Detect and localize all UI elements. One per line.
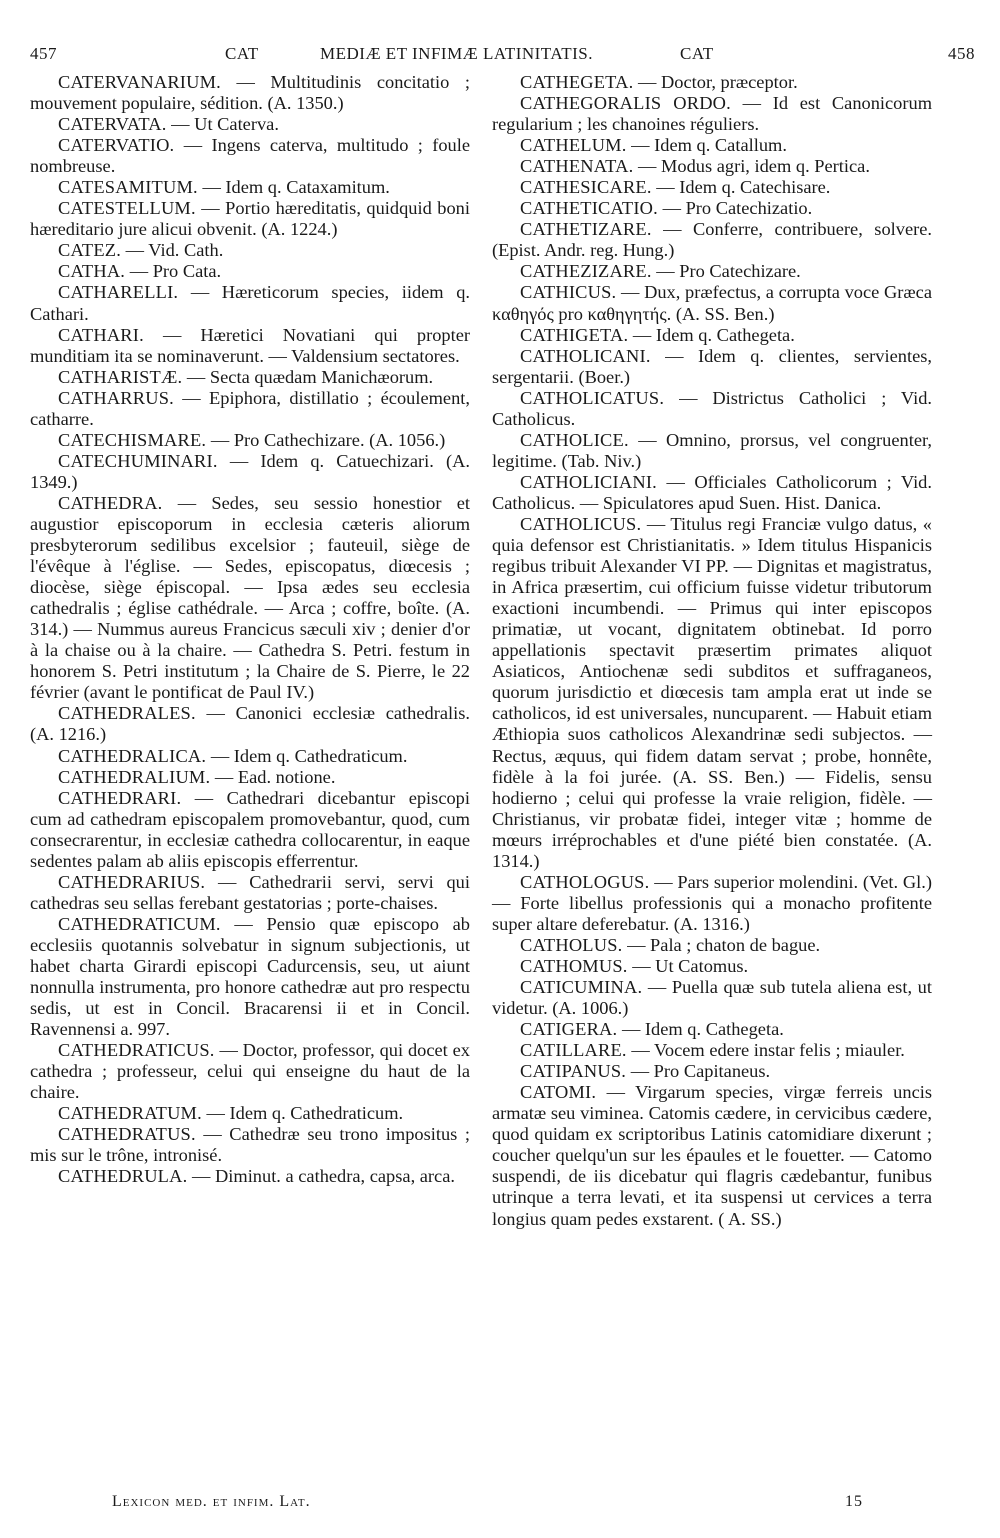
entry-headword: CATERVATIO. <box>58 135 175 156</box>
entry-headword: CATEZ. <box>58 240 122 261</box>
entry-definition: — Districtus Catholici ; Vid. Catholicus. <box>492 387 932 429</box>
right-page-number: 458 <box>948 44 975 63</box>
entry-headword: CATHOLICUS. <box>520 513 642 534</box>
entry-definition: — Officiales Catholicorum ; Vid. Catholicus. — Spiculatores apud Suen. Hist. Danica. <box>492 471 932 513</box>
left-page-number: 457 <box>30 44 57 63</box>
entry-definition: — Doctor, præceptor. <box>638 72 798 92</box>
dictionary-entry <box>492 514 932 872</box>
entry-headword: CATERVANARIUM. <box>58 72 221 92</box>
entry-definition: — Pro Cathechizare. (A. 1056.) <box>210 429 446 450</box>
dictionary-entry <box>30 767 470 788</box>
entry-headword: CATHETICATIO. <box>520 198 658 219</box>
entry-definition: — Pensio quæ episcopo ab ecclesiis quotannis solvebatur in signum subjectionis, ut habet charta Girardi episcopi Cadurcensis, seu, ut aiunt nonnulla instrumenta, pro honore cathedræ aut pro respectu sedis, ut est in Concil. Bracarensi ii et in Concil. Ravennensi a. 997. <box>30 913 470 1040</box>
dictionary-entry <box>30 872 470 914</box>
entry-headword: CATHOMUS. <box>520 955 628 976</box>
dictionary-entry <box>30 325 470 367</box>
entry-definition: — Multitudinis concitatio ; mouvement populaire, sédition. (A. 1350.) <box>30 72 470 114</box>
entry-definition: — Vid. Cath. <box>125 240 224 261</box>
entry-definition: — Pro Catechizare. <box>656 261 801 282</box>
entry-definition: — Ut Caterva. <box>171 114 279 135</box>
entry-definition: — Ead. notione. <box>214 766 336 787</box>
entry-definition: — Idem q. Cathedraticum. <box>206 1103 404 1124</box>
entry-headword: CATHOLUS. <box>520 934 623 955</box>
entry-headword: CATECHUMINARI. <box>58 450 218 471</box>
entry-headword: CATHETIZARE. <box>520 219 652 240</box>
dictionary-entry <box>30 703 470 745</box>
entry-headword: CATHESICARE. <box>520 177 652 198</box>
page-footer <box>30 1493 975 1517</box>
entry-headword: CATERVATA. <box>58 114 167 135</box>
dictionary-entry <box>492 346 932 388</box>
entry-definition: — Ut Catomus. <box>632 955 749 976</box>
dictionary-entry <box>492 156 932 177</box>
entry-headword: CATHEDRATICUS. <box>58 1040 215 1061</box>
entry-headword: CATHEDRATICUM. <box>58 913 221 934</box>
entry-headword: CATHOLICIANI. <box>520 471 657 492</box>
dictionary-entry <box>492 219 932 261</box>
entry-headword: CATHARISTÆ. <box>58 366 183 387</box>
entry-definition: — Epiphora, distillatio ; écoulement, catharre. <box>30 387 470 429</box>
entry-headword: CATHOLICANI. <box>520 345 651 366</box>
dictionary-entry <box>492 430 932 472</box>
dictionary-entry <box>30 261 470 282</box>
dictionary-entry <box>492 977 932 1019</box>
dictionary-entry <box>492 1082 932 1229</box>
dictionary-entry <box>492 956 932 977</box>
entry-headword: CATICUMINA. <box>520 977 643 998</box>
entry-headword: CATHEDRATUM. <box>58 1103 202 1124</box>
running-title: MEDIÆ ET INFIMÆ LATINITATIS. <box>320 44 593 63</box>
entry-definition: — Idem q. Catallum. <box>631 135 787 156</box>
entry-headword: CATHEDRARIUS. <box>58 871 206 892</box>
dictionary-entry <box>30 177 470 198</box>
entry-definition: — Diminut. a cathedra, capsa, arca. <box>192 1166 455 1187</box>
dictionary-entry <box>492 872 932 935</box>
dictionary-entry <box>492 198 932 219</box>
entry-headword: CATHEGORALIS ORDO. <box>520 93 731 114</box>
right-column <box>492 72 932 1230</box>
dictionary-entry <box>30 282 470 324</box>
entry-definition: — Hæretici Novatiani qui propter munditiam ita se nominaverunt. — Valdensium sectatores. <box>30 324 470 366</box>
entry-headword: CATHEDRA. <box>58 492 163 513</box>
dictionary-entry <box>30 493 470 703</box>
dictionary-entry <box>492 93 932 135</box>
dictionary-entry <box>492 325 932 346</box>
entry-definition: — Secta quædam Manichæorum. <box>186 366 434 387</box>
entry-headword: CATHARI. <box>58 324 144 345</box>
entry-headword: CATHELUM. <box>520 135 627 156</box>
dictionary-entry <box>30 367 470 388</box>
dictionary-entry <box>30 198 470 240</box>
entry-definition: — Idem q. Cathegeta. <box>621 1019 784 1040</box>
entry-definition: — Pro Capitaneus. <box>630 1061 771 1082</box>
entry-headword: CATHARELLI. <box>58 282 179 303</box>
dictionary-entry <box>30 135 470 177</box>
dictionary-entry <box>30 451 470 493</box>
entry-headword: CATHEDRALES. <box>58 703 196 724</box>
entry-headword: CATHOLICATUS. <box>520 387 665 408</box>
entry-headword: CATECHISMARE. <box>58 429 207 450</box>
entry-definition: — Dux, præfectus, a corrupta voce Græca καθηγός pro καθηγητής. (A. SS. Ben.) <box>492 282 932 324</box>
entry-headword: CATHEGETA. <box>520 72 634 92</box>
entry-definition: — Idem q. Cathedraticum. <box>210 745 408 766</box>
dictionary-entry <box>30 1166 470 1187</box>
entry-definition: — Idem q. Cathegeta. <box>632 324 795 345</box>
entry-headword: CATIPANUS. <box>520 1061 627 1082</box>
entry-definition: — Portio hæreditatis, quidquid boni hæreditario jure alicui obvenit. (A. 1224.) <box>30 198 470 240</box>
dictionary-entry <box>30 746 470 767</box>
entry-headword: CATHENATA. <box>520 156 634 177</box>
entry-definition: — Titulus regi Franciæ vulgo datus, « quia defensor est Christianitatis. » Idem titulus Hispanicis regibus tribuit Alexander VI PP. — Dignitas et magistratus, in Africa præsertim, cui officium fuisse videtur tributorum exactioni incumbendi. — Primus qui inter episcopos primatiæ, ut vocant, dignitatem obtinebat. Id porro appellationis spectavit præsertim primates aliquot Asiaticos, Antiochenæ sedi subditos et suffraganeos, quorum jurisdictio et diœcesis tam ampla erat ut inde se catholicos, id est universales, nuncuparent. — Habuit etiam Æthiopia suos catholicos Alexandrinæ sedi subjectos. — Rectus, æquus, qui fidem datam servat ; probe, honnête, fidèle à la foi jurée. (A. SS. Ben.) — Fidelis, sensu hodierno ; celui qui professe la vraie religion, fidèle. — Christianus, vir probatæ fidei, integer vitæ ; homme de mœurs irréprochables et d'une piété bien constatée. (A. 1314.) <box>492 513 932 871</box>
dictionary-entry <box>492 135 932 156</box>
entry-headword: CATHEDRARI. <box>58 787 182 808</box>
entry-definition: — Pars superior molendini. (Vet. Gl.) — Forte libellus professionis qui a monacho profitente super altare deferebatur. (A. 1316.) <box>492 871 932 934</box>
entry-definition: — Cathedrarii servi, servi qui cathedras seu sellas ferebant gestatorias ; porte-chaises. <box>30 871 470 913</box>
entry-headword: CATHA. <box>58 261 126 282</box>
entry-headword: CATIGERA. <box>520 1019 618 1040</box>
entry-definition: — Ingens caterva, multitudo ; foule nombreuse. <box>30 135 470 177</box>
entry-headword: CATHEDRALIUM. <box>58 766 211 787</box>
entry-definition: — Hæreticorum species, iidem q. Cathari. <box>30 282 470 324</box>
running-header <box>30 44 975 68</box>
dictionary-entry <box>30 72 470 114</box>
dictionary-entry <box>492 282 932 324</box>
entry-definition: — Omnino, prorsus, vel congruenter, legitime. (Tab. Niv.) <box>492 429 932 471</box>
dictionary-entry <box>30 388 470 430</box>
entry-definition: — Cathedræ seu trono impositus ; mis sur le trône, intronisé. <box>30 1124 470 1166</box>
entry-headword: CATHEDRALICA. <box>58 745 207 766</box>
entry-definition: — Pro Catechizatio. <box>662 198 813 219</box>
entry-definition: — Sedes, seu sessio honestior et augustior episcoporum in ecclesia cæteris aliorum presbyterorum sedilibus excelsior ; fauteuil, siège de l'évêque à l'église. — Sedes, episcopatus, diœcesis ; diocèse, siège épiscopal. — Ipsa ædes seu ecclesia cathedralis ; église cathédrale. — Arca ; coffre, boîte. (A. 314.) — Nummus aureus Francicus sæculi xiv ; denier d'or à la chaise ou à la chaire. — Cathedra S. Petri. festum in honorem S. Petri institutum ; la Chaire de S. Pierre, le 22 février (avant le pontificat de Paul IV.) <box>30 492 470 703</box>
entry-definition: — Modus agri, idem q. Pertica. <box>638 156 870 177</box>
entry-headword: CATILLARE. <box>520 1040 627 1061</box>
entry-headword: CATOMI. <box>520 1082 597 1103</box>
entry-headword: CATHEDRULA. <box>58 1166 188 1187</box>
dictionary-entry <box>492 261 932 282</box>
dictionary-entry <box>492 935 932 956</box>
dictionary-entry <box>30 240 470 261</box>
entry-definition: — Cathedrari dicebantur episcopi cum ad cathedram episcopalem promovebantur, quod, cum consecrarentur, in ecclesiæ cathedra collocarentur, in eaque sedentes palam ab aliis episcopis efferrentur. <box>30 787 470 871</box>
dictionary-entry <box>30 1040 470 1103</box>
dictionary-entry <box>492 388 932 430</box>
right-guide-word: CAT <box>680 44 714 63</box>
dictionary-entry <box>492 1061 932 1082</box>
dictionary-entry <box>30 1124 470 1166</box>
entry-definition: — Pro Cata. <box>129 261 222 282</box>
dictionary-entry <box>492 1040 932 1061</box>
entry-definition: — Conferre, contribuere, solvere. (Epist. Andr. reg. Hung.) <box>492 219 932 261</box>
dictionary-entry <box>30 1103 470 1124</box>
entry-definition: — Idem q. Cataxamitum. <box>202 177 390 198</box>
entry-headword: CATHEDRATUS. <box>58 1124 196 1145</box>
dictionary-entry <box>30 114 470 135</box>
left-guide-word: CAT <box>225 44 259 63</box>
dictionary-entry <box>492 1019 932 1040</box>
entry-definition: — Vocem edere instar felis ; miauler. <box>631 1040 905 1061</box>
entry-definition: — Puella quæ sub tutela aliena est, ut videtur. (A. 1006.) <box>492 977 932 1019</box>
entry-definition: — Idem q. Catechisare. <box>656 177 831 198</box>
entry-headword: CATHOLOGUS. <box>520 871 650 892</box>
entry-headword: CATHEZIZARE. <box>520 261 652 282</box>
footer-sheet-number: 15 <box>845 1493 863 1510</box>
dictionary-entry <box>492 72 932 93</box>
entry-headword: CATHARRUS. <box>58 387 174 408</box>
entry-definition: — Idem q. Catuechizari. (A. 1349.) <box>30 450 470 492</box>
entry-definition: — Virgarum species, virgæ ferreis uncis armatæ seu viminea. Catomis cædere, in cervicibus cædere, quod quidam ex scriptoribus Latinis catomidiare dixerunt ; coucher quelqu'un sur les épaules et le fouetter. — Catomo suspendi, de iis dicebatur qui flagris cædebantur, funibus utrinque a terra levati, et ita suspensi ut cervices a terra longius quam pedes exstarent. ( A. SS.) <box>492 1082 932 1229</box>
dictionary-entry <box>30 914 470 1040</box>
dictionary-entry <box>492 177 932 198</box>
left-column <box>30 72 470 1187</box>
entry-definition: — Id est Canonicorum regularium ; les chanoines réguliers. <box>492 93 933 135</box>
entry-headword: CATESAMITUM. <box>58 177 198 198</box>
entry-headword: CATHICUS. <box>520 282 617 303</box>
entry-definition: — Doctor, professor, qui docet ex cathedra ; professeur, celui qui enseigne du haut de la chaire. <box>30 1040 470 1103</box>
dictionary-entry <box>492 472 932 514</box>
entry-headword: CATESTELLUM. <box>58 198 196 219</box>
entry-headword: CATHIGETA. <box>520 324 629 345</box>
entry-definition: — Canonici ecclesiæ cathedralis. (A. 1216.) <box>30 703 470 745</box>
dictionary-entry <box>30 788 470 872</box>
entry-headword: CATHOLICE. <box>520 429 629 450</box>
footer-signature: Lexicon med. et infim. Lat. <box>112 1493 311 1510</box>
entry-definition: — Pala ; chaton de bague. <box>627 934 821 955</box>
entry-definition: — Idem q. clientes, servientes, sergentarii. (Boer.) <box>492 345 932 387</box>
dictionary-entry <box>30 430 470 451</box>
